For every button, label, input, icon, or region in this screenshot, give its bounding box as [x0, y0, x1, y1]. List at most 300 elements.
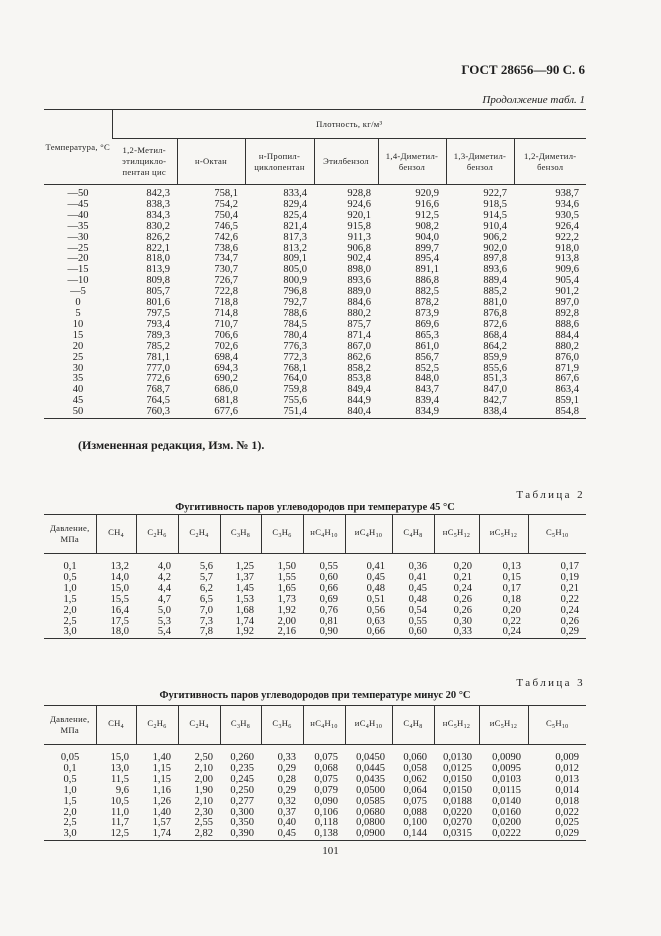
density-cell: 924,6: [347, 198, 371, 210]
fugacity-minus20-cell: 11,7: [111, 817, 129, 829]
density-cell: 920,1: [347, 209, 371, 221]
density-cell: 801,6: [146, 297, 170, 309]
fugacity-minus20-cell: 2,82: [194, 828, 213, 840]
density-row-key: —20: [67, 253, 89, 265]
density-row-key: —45: [67, 198, 89, 210]
density-cell: 915,8: [347, 220, 371, 232]
fugacity-45-cell: 1,65: [277, 582, 296, 594]
fugacity-minus20-cell: 0,235: [230, 762, 254, 774]
fugacity-minus20-col-header-2: $C_2H_4$: [178, 706, 220, 745]
density-cell: 764,0: [283, 373, 307, 385]
fugacity-45-row-key: 0,5: [63, 571, 77, 583]
density-cell: 710,7: [214, 318, 238, 330]
fugacity-minus20-cell: 0,064: [403, 784, 427, 796]
fugacity-45-col-header-6: $иC_4H_{10}$: [345, 515, 392, 554]
fugacity-minus20-cell: 0,0220: [443, 806, 472, 818]
fugacity-minus20-cell: 0,245: [230, 773, 254, 785]
fugacity-minus20-cell: 15,0: [110, 752, 129, 763]
density-row-key: 35: [72, 373, 84, 385]
fugacity-45-cell: 1,37: [235, 571, 254, 583]
fugacity-45-cell: 4,0: [157, 561, 171, 572]
density-cell: 830,2: [146, 220, 170, 232]
fugacity-minus20-cell: 0,0150: [443, 773, 472, 785]
document-header: ГОСТ 28656—90 С. 6: [461, 62, 585, 77]
fugacity-minus20-row: [44, 745, 586, 764]
density-cell: 882,5: [415, 286, 439, 298]
density-row-key: —5: [70, 286, 86, 298]
fugacity-minus20-cell: 0,0315: [443, 828, 472, 840]
density-cell: 702,6: [214, 340, 238, 352]
fugacity-minus20-cell: 0,250: [230, 784, 254, 796]
fugacity-45-cell: 0,54: [408, 604, 427, 616]
density-cell: 698,4: [214, 351, 238, 363]
density-cell: 916,6: [415, 198, 439, 210]
density-row: [44, 342, 586, 353]
fugacity-minus20-cell: 0,0095: [492, 762, 521, 774]
density-table: [44, 109, 586, 419]
density-row-key: 30: [72, 362, 84, 374]
density-cell: 888,6: [555, 318, 580, 330]
fugacity-minus20-cell: 0,144: [403, 828, 427, 840]
density-cell: 930,5: [555, 209, 580, 221]
fugacity-45-cell: 0,15: [502, 571, 521, 583]
fugacity-minus20-cell: 0,0450: [356, 752, 385, 763]
density-row-key: 40: [72, 384, 84, 396]
density-cell: 772,3: [283, 351, 307, 363]
density-cell: 852,5: [415, 362, 439, 374]
fugacity-minus20-row-key: 0,05: [60, 752, 80, 763]
density-cell: 840,4: [347, 406, 371, 418]
fugacity-45-col-header-5: $нC_4H_{10}$: [303, 515, 345, 554]
fugacity-minus20-cell: 0,37: [277, 806, 296, 818]
fugacity-45-cell: 0,48: [408, 593, 427, 605]
density-col-header-0: 1,2-Метил-этилцикло-пентан цис: [122, 145, 167, 177]
density-row-key: —50: [67, 188, 89, 199]
fugacity-45-cell: 0,22: [560, 593, 579, 605]
fugacity-45-cell: 0,55: [319, 561, 338, 572]
fugacity-45-cell: 0,17: [560, 561, 579, 572]
fugacity-minus20-col-header-3: $C_3H_8$: [220, 706, 261, 745]
density-cell: 862,6: [347, 351, 371, 363]
fugacity-minus20-cell: 0,40: [277, 817, 296, 829]
fugacity-minus20-cell: 2,55: [194, 817, 213, 829]
density-cell: 872,6: [483, 318, 507, 330]
fugacity-45-cell: 0,76: [319, 604, 338, 616]
fugacity-45-cell: 0,26: [560, 615, 579, 627]
fugacity-45-cell: 4,7: [157, 593, 171, 605]
fugacity-minus20-cell: 0,0125: [443, 762, 472, 774]
density-cell: 809,1: [283, 253, 307, 265]
density-cell: 829,4: [283, 198, 307, 210]
density-cell: 842,3: [146, 188, 170, 199]
fugacity-minus20-cell: 0,075: [403, 795, 427, 807]
density-cell: 805,0: [283, 264, 307, 276]
fugacity-45-col-header-0: $CH_4$: [96, 515, 136, 554]
fugacity-minus20-cell: 0,300: [230, 806, 254, 818]
density-cell: 902,0: [483, 242, 507, 254]
fugacity-minus20-cell: 0,0090: [492, 752, 521, 763]
fugacity-45-cell: 0,55: [408, 615, 427, 627]
density-row-key: 5: [75, 307, 81, 319]
density-cell: 833,4: [283, 188, 307, 199]
density-cell: 848,0: [415, 373, 439, 385]
fugacity-minus20-row-key: 1,5: [63, 795, 77, 807]
density-cell: 751,4: [283, 406, 307, 418]
fugacity-45-cell: 5,4: [157, 626, 171, 638]
fugacity-minus20-cell: 0,058: [403, 762, 427, 774]
fugacity-minus20-col-header-6: $иC_4H_{10}$: [345, 706, 392, 745]
fugacity-minus20-cell: 9,6: [115, 784, 129, 796]
density-cell: 868,4: [483, 329, 507, 341]
density-cell: 904,0: [415, 231, 439, 243]
fugacity-minus20-cell: 0,138: [314, 828, 338, 840]
density-cell: 876,0: [555, 351, 580, 363]
fugacity-45-cell: 0,81: [319, 615, 338, 627]
fugacity-45-cell: 14,0: [110, 571, 129, 583]
fugacity-45-cell: 2,16: [277, 626, 296, 638]
density-row-key: 15: [72, 329, 84, 341]
fugacity-minus20-row-key: 2,0: [63, 806, 77, 818]
density-cell: 855,6: [483, 362, 507, 374]
density-cell: 847,0: [483, 384, 507, 396]
density-cell: 781,1: [146, 351, 170, 363]
density-cell: 871,9: [555, 362, 580, 374]
fugacity-45-cell: 0,60: [408, 626, 427, 638]
fugacity-minus20-cell: 0,106: [314, 806, 338, 818]
fugacity-minus20-cell: 1,15: [152, 773, 171, 785]
density-col-header-1: н-Октан: [177, 139, 245, 185]
fugacity-minus20-cell: 0,0103: [492, 773, 521, 785]
density-cell: 880,2: [555, 340, 580, 352]
fugacity-45-cell: 0,13: [502, 561, 521, 572]
fugacity-45-cell: 0,51: [366, 593, 385, 605]
fugacity-minus20-cell: 0,062: [403, 773, 427, 785]
fugacity-45-cell: 7,3: [199, 615, 213, 627]
fugacity-minus20-cell: 2,50: [194, 752, 213, 763]
density-cell: 884,6: [347, 297, 371, 309]
density-cell: 928,8: [347, 188, 371, 199]
fugacity-minus20-col-header-10: $C_5H_{10}$: [528, 706, 586, 745]
density-cell: 780,4: [283, 329, 307, 341]
fugacity-45-row-key: 2,0: [63, 604, 77, 616]
fugacity-minus20-cell: 2,00: [194, 773, 213, 785]
density-cell: 926,4: [555, 220, 580, 232]
fugacity-45-column-headers: [44, 515, 586, 554]
density-cell: 805,7: [146, 286, 170, 298]
density-cell: 881,0: [483, 297, 507, 309]
fugacity-45-cell: 0,45: [366, 571, 385, 583]
density-cell: 849,4: [347, 384, 371, 396]
density-cell: 784,5: [283, 318, 307, 330]
density-cell: 822,1: [146, 242, 170, 254]
fugacity-minus20-cell: 0,090: [314, 795, 338, 807]
density-row: [44, 222, 586, 233]
fugacity-minus20-cell: 1,90: [194, 784, 213, 796]
fugacity-minus20-col-header-1: $C_2H_6$: [136, 706, 178, 745]
fugacity-45-cell: 6,5: [199, 593, 213, 605]
fugacity-45-cell: 5,7: [199, 571, 213, 583]
density-cell: 800,9: [283, 275, 307, 287]
fugacity-minus20-cell: 0,088: [403, 806, 427, 818]
density-cell: 681,8: [214, 395, 238, 407]
fugacity-45-col-header-10: $C_5H_{10}$: [528, 515, 586, 554]
density-row-key: —35: [67, 220, 89, 232]
density-cell: 880,2: [347, 307, 371, 319]
density-cell: 825,4: [283, 209, 307, 221]
density-cell: 843,7: [415, 384, 439, 396]
fugacity-minus20-cell: 0,012: [555, 762, 579, 774]
fugacity-minus20-cell: 0,0160: [492, 806, 521, 818]
fugacity-45-cell: 0,66: [319, 582, 338, 594]
density-cell: 809,8: [146, 275, 170, 287]
density-cell: 901,2: [555, 286, 580, 298]
fugacity-45-cell: 4,2: [157, 571, 171, 583]
density-cell: 867,0: [347, 340, 371, 352]
fugacity-minus20-cell: 0,0435: [356, 773, 385, 785]
fugacity-minus20-cell: 0,0585: [356, 795, 385, 807]
density-cell: 875,7: [347, 318, 371, 330]
fugacity-45-cell: 15,5: [110, 593, 129, 605]
density-cell: 859,1: [555, 395, 580, 407]
density-cell: 891,1: [415, 264, 439, 276]
fugacity-45-row-key: 0,1: [63, 561, 77, 572]
density-cell: 858,2: [347, 362, 371, 374]
fugacity-45-cell: 0,56: [366, 604, 385, 616]
fugacity-minus20-cell: 0,390: [230, 828, 254, 840]
fugacity-45-row: [44, 627, 586, 638]
density-cell: 865,3: [415, 329, 439, 341]
fugacity-minus20-cell: 2,10: [194, 795, 213, 807]
density-cell: 789,3: [146, 329, 170, 341]
fugacity-minus20-row-key: 0,1: [63, 762, 77, 774]
fugacity-minus20-pressure-header: Давление, МПа: [49, 714, 90, 735]
fugacity-minus20-body: [44, 745, 586, 841]
density-cell: 864,2: [483, 340, 507, 352]
fugacity-45-cell: 0,41: [408, 571, 427, 583]
fugacity-45-cell: 0,26: [453, 593, 472, 605]
density-cell: 912,5: [415, 209, 439, 221]
density-cell: 750,4: [214, 209, 238, 221]
fugacity-45-row: [44, 554, 586, 573]
fugacity-minus20-cell: 2,30: [194, 806, 213, 818]
fugacity-45-cell: 0,22: [502, 615, 521, 627]
fugacity-45-cell: 0,69: [319, 593, 338, 605]
fugacity-minus20-cell: 0,29: [277, 762, 296, 774]
fugacity-45-cell: 0,41: [366, 561, 385, 572]
density-cell: 793,4: [146, 318, 170, 330]
density-cell: 772,6: [146, 373, 170, 385]
density-row-key: —30: [67, 231, 89, 243]
fugacity-45-cell: 1,45: [235, 582, 254, 594]
density-cell: 910,4: [483, 220, 507, 232]
density-col-header-2: н-Пропил-циклопентан: [245, 139, 314, 185]
fugacity-45-cell: 0,19: [560, 571, 579, 583]
density-row: [44, 407, 586, 418]
fugacity-minus20-cell: 1,26: [152, 795, 171, 807]
fugacity-45-col-header-7: $C_4H_8$: [392, 515, 434, 554]
fugacity-45-cell: 0,17: [502, 582, 521, 594]
fugacity-45-cell: 0,29: [560, 626, 579, 638]
fugacity-45-col-header-9: $иC_5H_{12}$: [479, 515, 528, 554]
density-row-key: 20: [72, 340, 84, 352]
density-cell: 906,8: [347, 242, 371, 254]
density-row: [44, 233, 586, 244]
density-table-body: [44, 185, 586, 419]
fugacity-45-cell: 15,0: [110, 582, 129, 594]
density-cell: 838,3: [146, 198, 170, 210]
density-row-key: 25: [72, 351, 84, 363]
density-cell: 714,8: [214, 307, 238, 319]
fugacity-minus20-cell: 0,0140: [492, 795, 521, 807]
density-cell: 821,4: [283, 220, 307, 232]
fugacity-45-cell: 1,25: [235, 561, 254, 572]
density-cell: 834,9: [415, 406, 439, 418]
fugacity-minus20-row: [44, 797, 586, 808]
density-cell: 918,5: [483, 198, 507, 210]
fugacity-minus20-cell: 0,0500: [356, 784, 385, 796]
fugacity-45-cell: 0,33: [453, 626, 472, 638]
density-cell: 889,4: [483, 275, 507, 287]
fugacity-45-col-header-8: $нC_5H_{12}$: [434, 515, 479, 554]
fugacity-minus20-cell: 0,009: [555, 752, 579, 763]
table3-title: Фугитивность паров углеводородов при температуре минус 20 °С: [159, 690, 471, 701]
fugacity-minus20-cell: 1,40: [152, 752, 171, 763]
fugacity-45-cell: 18,0: [110, 626, 129, 638]
density-cell: 934,6: [555, 198, 580, 210]
density-cell: 813,9: [146, 264, 170, 276]
density-cell: 817,3: [283, 231, 307, 243]
fugacity-minus20-cell: 0,029: [555, 828, 579, 840]
fugacity-minus20-cell: 1,74: [152, 828, 171, 840]
fugacity-45-cell: 0,60: [319, 571, 338, 583]
fugacity-45-cell: 0,45: [408, 582, 427, 594]
fugacity-45-col-header-4: $C_3H_6$: [261, 515, 303, 554]
fugacity-45-col-header-2: $C_2H_4$: [178, 515, 220, 554]
density-cell: 893,6: [483, 264, 507, 276]
fugacity-45-cell: 17,5: [110, 615, 129, 627]
fugacity-minus20-cell: 0,075: [314, 752, 338, 763]
fugacity-minus20-cell: 1,16: [152, 784, 171, 796]
density-cell: 777,0: [146, 362, 170, 374]
density-row-key: 45: [72, 395, 84, 407]
fugacity-45-body: [44, 554, 586, 639]
density-cell: 859,9: [483, 351, 507, 363]
fugacity-45-cell: 16,4: [110, 604, 129, 616]
fugacity-45-cell: 1,74: [235, 615, 254, 627]
density-cell: 844,9: [347, 395, 371, 407]
density-cell: 873,9: [415, 307, 439, 319]
fugacity-45-cell: 13,2: [110, 561, 129, 572]
density-cell: 788,6: [283, 307, 307, 319]
density-cell: 796,8: [283, 286, 307, 298]
fugacity-minus20-cell: 0,0800: [356, 817, 385, 829]
density-cell: 768,1: [283, 362, 307, 374]
fugacity-minus20-cell: 0,014: [555, 784, 579, 796]
density-cell: 834,3: [146, 209, 170, 221]
fugacity-45-cell: 0,26: [453, 604, 472, 616]
density-cell: 854,8: [555, 406, 580, 418]
fugacity-45-col-header-1: $C_2H_6$: [136, 515, 178, 554]
fugacity-minus20-cell: 1,15: [152, 762, 171, 774]
density-cell: 918,0: [555, 242, 580, 254]
density-cell: 909,6: [555, 264, 580, 276]
density-cell: 797,5: [146, 307, 170, 319]
density-cell: 742,6: [214, 231, 238, 243]
fugacity-45-cell: 0,24: [560, 604, 579, 616]
fugacity-minus20-cell: 0,100: [403, 817, 427, 829]
fugacity-minus20-col-header-4: $C_3H_6$: [261, 706, 303, 745]
density-cell: 892,8: [555, 307, 580, 319]
fugacity-minus20-cell: 0,45: [277, 828, 296, 840]
fugacity-45-cell: 1,92: [235, 626, 254, 638]
fugacity-45-cell: 0,20: [453, 561, 472, 572]
fugacity-minus20-cell: 0,33: [277, 752, 296, 763]
density-cell: 853,8: [347, 373, 371, 385]
density-cell: 690,2: [214, 373, 238, 385]
fugacity-45-cell: 7,8: [199, 626, 213, 638]
fugacity-45-cell: 1,55: [277, 571, 296, 583]
fugacity-minus20-cell: 0,0150: [443, 784, 472, 796]
density-cell: 876,8: [483, 307, 507, 319]
temperature-header: Температура, °С: [44, 110, 112, 185]
density-row-key: —40: [67, 209, 89, 221]
density-cell: 686,0: [214, 384, 238, 396]
fugacity-minus20-row-key: 3,0: [63, 828, 77, 840]
fugacity-table-minus20: [44, 705, 586, 841]
density-cell: 838,4: [483, 406, 507, 418]
fugacity-minus20-cell: 0,29: [277, 784, 296, 796]
density-cell: 813,2: [283, 242, 307, 254]
fugacity-minus20-cell: 0,0680: [356, 806, 385, 818]
density-col-header-3: Этилбензол: [314, 139, 378, 185]
density-cell: 902,4: [347, 253, 371, 265]
density-cell: 851,3: [483, 373, 507, 385]
density-row-key: —15: [67, 264, 89, 276]
density-cell: 677,6: [214, 406, 238, 418]
fugacity-45-cell: 0,20: [502, 604, 521, 616]
density-cell: 906,2: [483, 231, 507, 243]
density-cell: 818,0: [146, 253, 170, 265]
density-cell: 730,7: [214, 264, 238, 276]
fugacity-minus20-cell: 0,013: [555, 773, 579, 785]
fugacity-45-cell: 1,53: [235, 593, 254, 605]
density-row-key: 10: [72, 318, 84, 330]
density-cell: 826,2: [146, 231, 170, 243]
density-cell: 913,8: [555, 253, 580, 265]
fugacity-45-cell: 1,68: [235, 604, 254, 616]
density-cell: 694,3: [214, 362, 238, 374]
fugacity-minus20-cell: 0,0270: [443, 817, 472, 829]
density-cell: 895,4: [415, 253, 439, 265]
density-cell: 871,4: [347, 329, 371, 341]
density-cell: 861,0: [415, 340, 439, 352]
fugacity-45-row-key: 3,0: [63, 626, 77, 638]
fugacity-45-cell: 0,36: [408, 561, 427, 572]
fugacity-minus20-cell: 0,0115: [492, 784, 521, 796]
density-cell: 922,7: [483, 188, 507, 199]
fugacity-minus20-cell: 0,260: [230, 752, 254, 763]
density-cell: 856,7: [415, 351, 439, 363]
fugacity-45-cell: 0,18: [502, 593, 521, 605]
fugacity-minus20-cell: 0,277: [230, 795, 254, 807]
table2-title: Фугитивность паров углеводородов при температуре 45 °С: [175, 502, 455, 513]
fugacity-minus20-cell: 12,5: [110, 828, 129, 840]
density-cell: 863,4: [555, 384, 580, 396]
density-cell: 839,4: [415, 395, 439, 407]
fugacity-minus20-cell: 11,5: [111, 773, 129, 785]
fugacity-minus20-cell: 1,57: [152, 817, 171, 829]
density-cell: 759,8: [283, 384, 307, 396]
